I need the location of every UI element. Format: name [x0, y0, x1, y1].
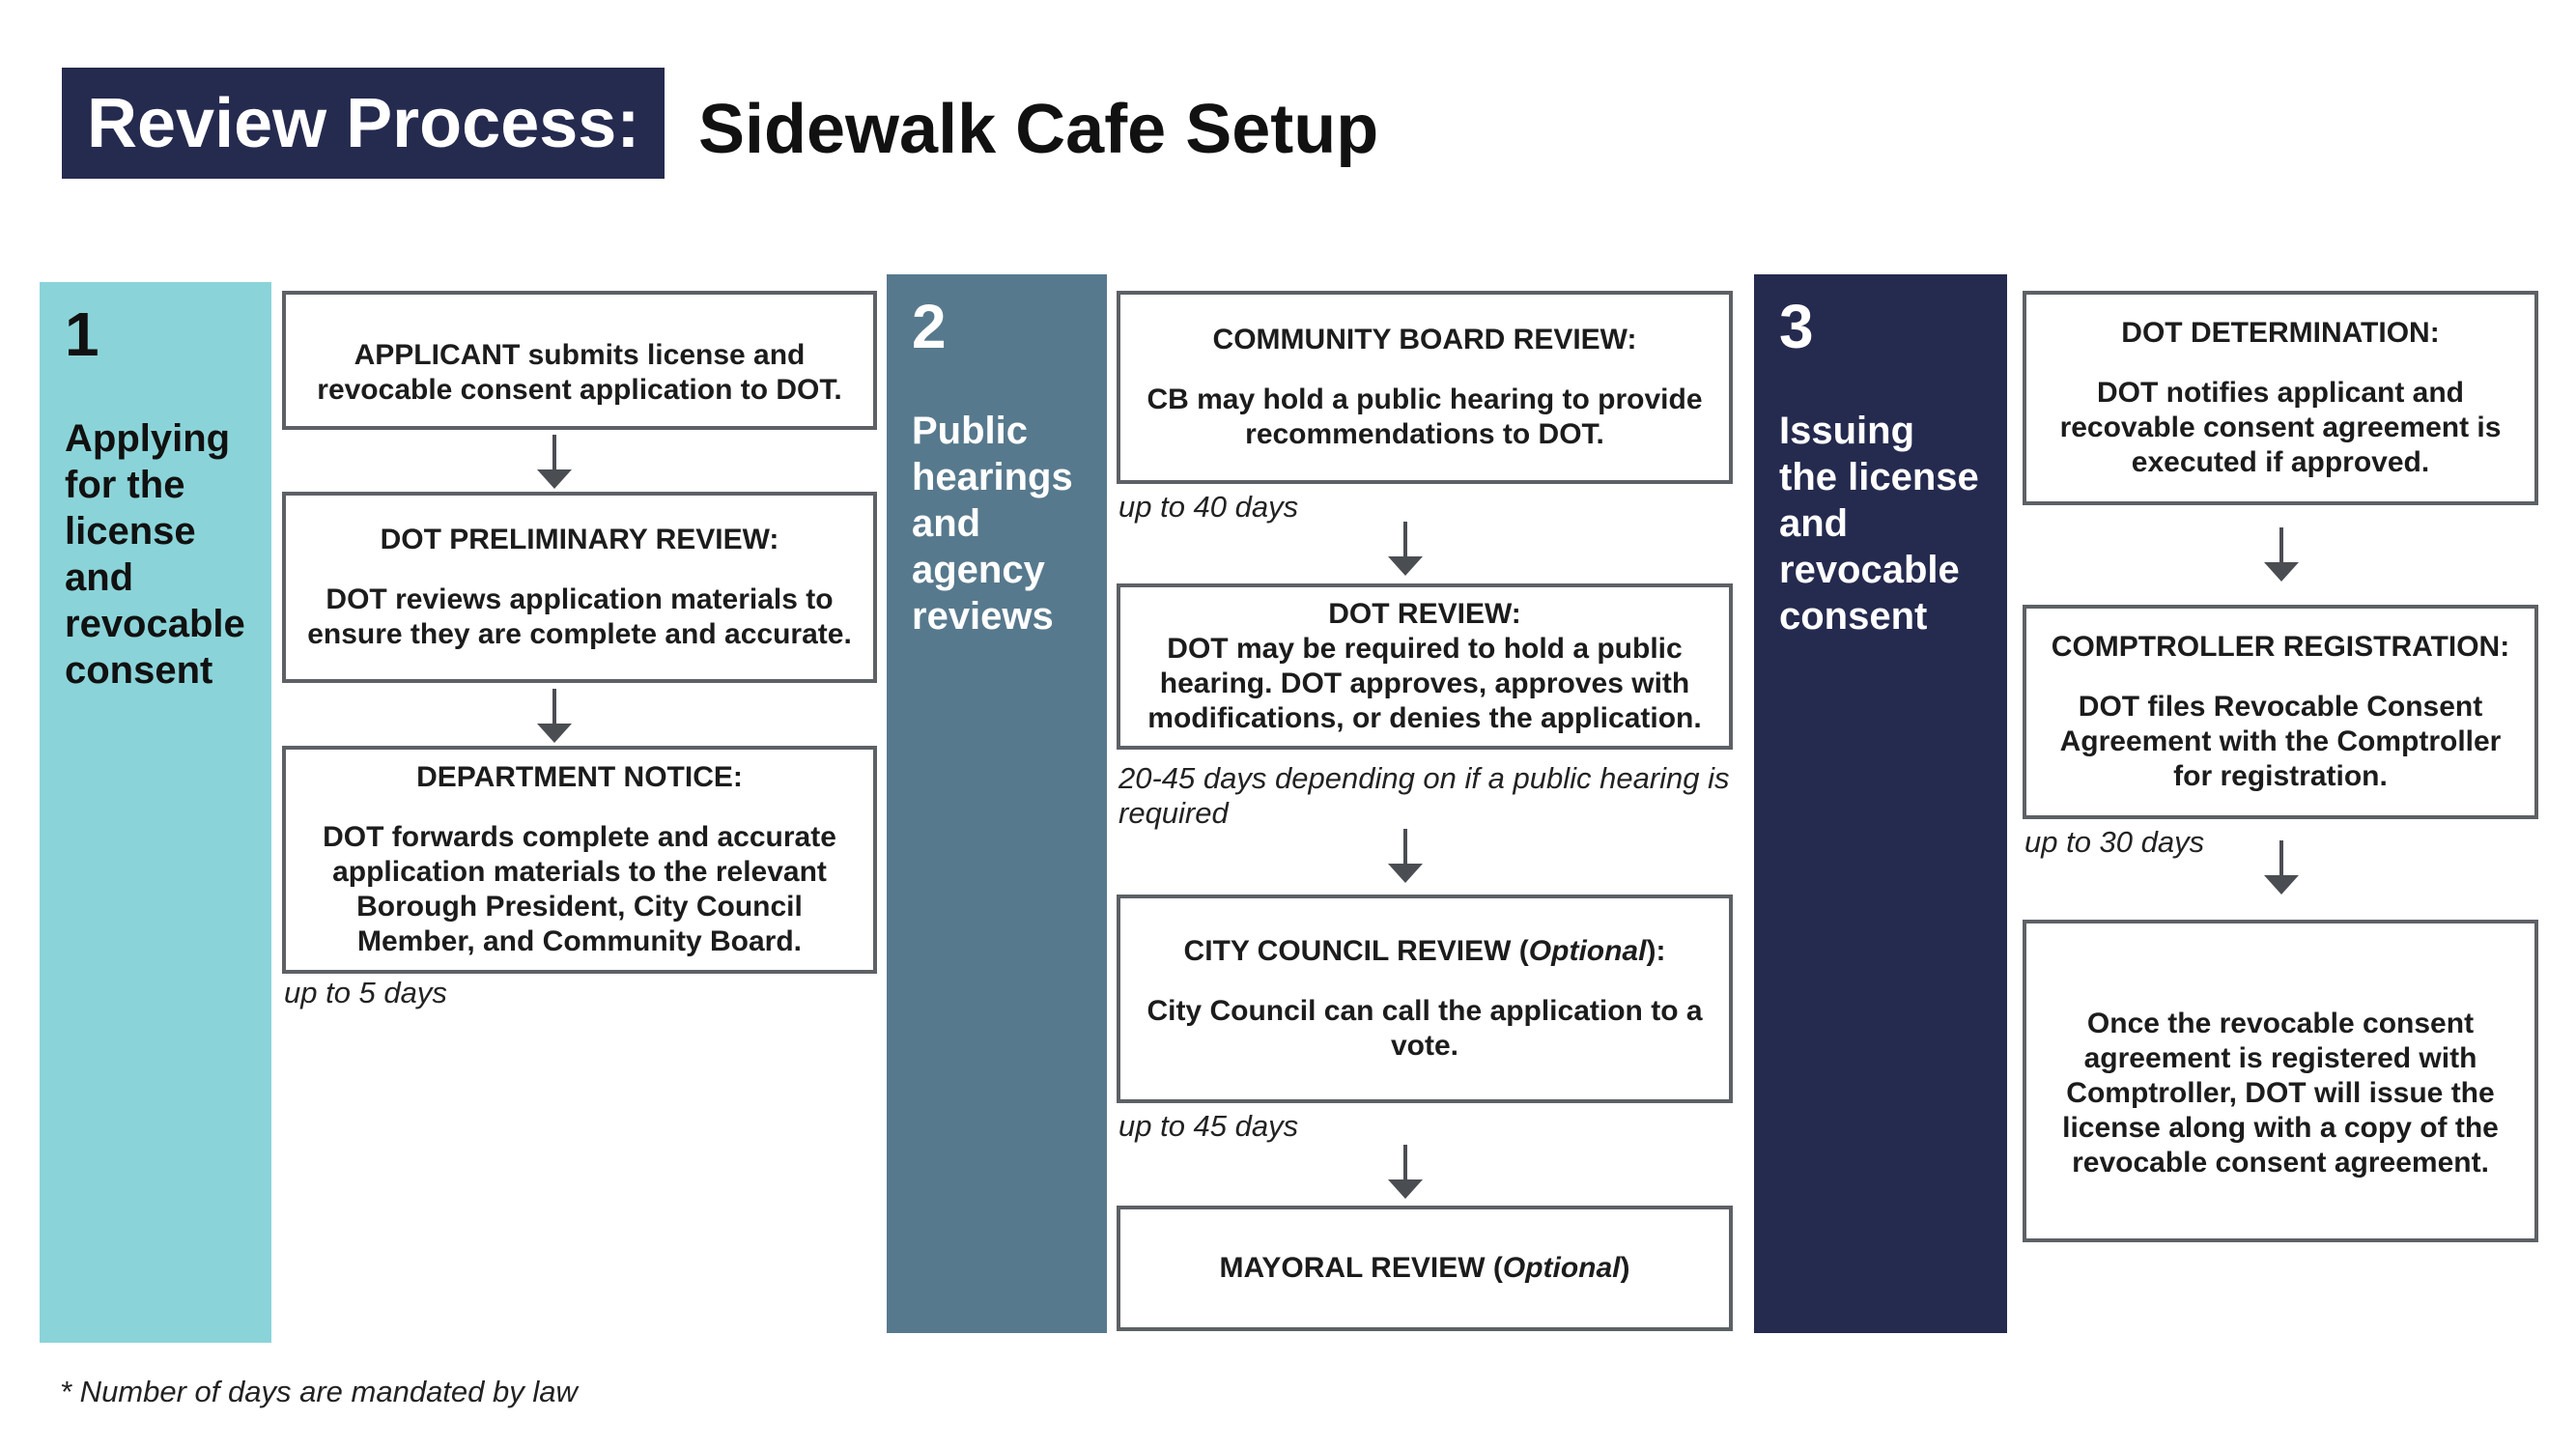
step-heading: DEPARTMENT NOTICE:: [416, 761, 743, 793]
page-title: Sidewalk Cafe Setup: [698, 90, 1379, 168]
stage-2-panel: [887, 274, 1107, 1333]
step-heading: DOT DETERMINATION:: [2121, 317, 2440, 349]
step-heading: COMMUNITY BOARD REVIEW:: [1212, 324, 1637, 355]
step-body: DOT may be required to hold a public hearing. DOT approves, approves with modifications, or denies the application.: [1147, 633, 1702, 734]
dot-preliminary-review-box: [282, 492, 877, 683]
step-body: City Council can call the application to a vote.: [1146, 995, 1703, 1062]
step-body: DOT forwards complete and accurate application materials to the relevant Borough President, City Council Member, and Community Board.: [323, 821, 836, 957]
step-heading: DOT PRELIMINARY REVIEW:: [380, 524, 779, 555]
down-arrow-icon: [1386, 1145, 1425, 1203]
city-council-review-box: [1117, 895, 1733, 1103]
stage-1-number: 1: [65, 299, 99, 369]
stage-2-number: 2: [912, 292, 947, 361]
duration-note: 20-45 days depending on if a public hearing is required: [1118, 761, 1730, 830]
step-heading: DOT REVIEW:: [1328, 598, 1521, 630]
issue-license-box: [2023, 920, 2538, 1242]
down-arrow-icon: [2262, 527, 2301, 585]
stage-3-panel: [1754, 274, 2007, 1333]
step-body: DOT reviews application materials to ensure they are complete and accurate.: [307, 583, 852, 650]
step-heading: COMPTROLLER REGISTRATION:: [2051, 631, 2510, 663]
duration-note: up to 5 days: [284, 976, 447, 1009]
step-body: APPLICANT submits license and revocable consent application to DOT.: [317, 339, 842, 406]
community-board-review-box: [1117, 291, 1733, 484]
mayoral-review-box: [1117, 1206, 1733, 1331]
down-arrow-icon: [535, 435, 574, 493]
down-arrow-icon: [1386, 829, 1425, 887]
applicant-submits-box: [282, 291, 877, 430]
duration-note: up to 40 days: [1118, 490, 1299, 524]
step-body: CB may hold a public hearing to provide recommendations to DOT.: [1146, 384, 1703, 450]
step-body: DOT notifies applicant and recovable consent agreement is executed if approved.: [2059, 377, 2502, 478]
dot-review-box: [1117, 583, 1733, 750]
stage-3-title: Issuing the license and revocable consent: [1779, 410, 1979, 638]
department-notice-box: [282, 746, 877, 974]
title-badge: Review Process:: [62, 68, 665, 179]
step-body: DOT files Revocable Consent Agreement with the Comptroller for registration.: [2059, 691, 2502, 792]
footnote: * Number of days are mandated by law: [60, 1375, 578, 1408]
duration-note: up to 45 days: [1118, 1109, 1299, 1143]
step-heading: CITY COUNCIL REVIEW (Optional):: [1183, 935, 1666, 967]
down-arrow-icon: [1386, 522, 1425, 580]
comptroller-registration-box: [2023, 605, 2538, 819]
stage-1-panel: [40, 282, 271, 1343]
stage-3-number: 3: [1779, 292, 1814, 361]
down-arrow-icon: [535, 689, 574, 747]
down-arrow-icon: [2262, 840, 2301, 898]
dot-determination-box: [2023, 291, 2538, 505]
stage-1-title: Applying for the license and revocable consent: [65, 417, 245, 692]
step-body: Once the revocable consent agreement is registered with Comptroller, DOT will issue the license along with a copy of the revocable consent agreement.: [2062, 1008, 2499, 1179]
stage-2-title: Public hearings and agency reviews: [912, 410, 1073, 638]
duration-note: up to 30 days: [2024, 825, 2205, 859]
step-heading: MAYORAL REVIEW (Optional): [1219, 1252, 1630, 1284]
